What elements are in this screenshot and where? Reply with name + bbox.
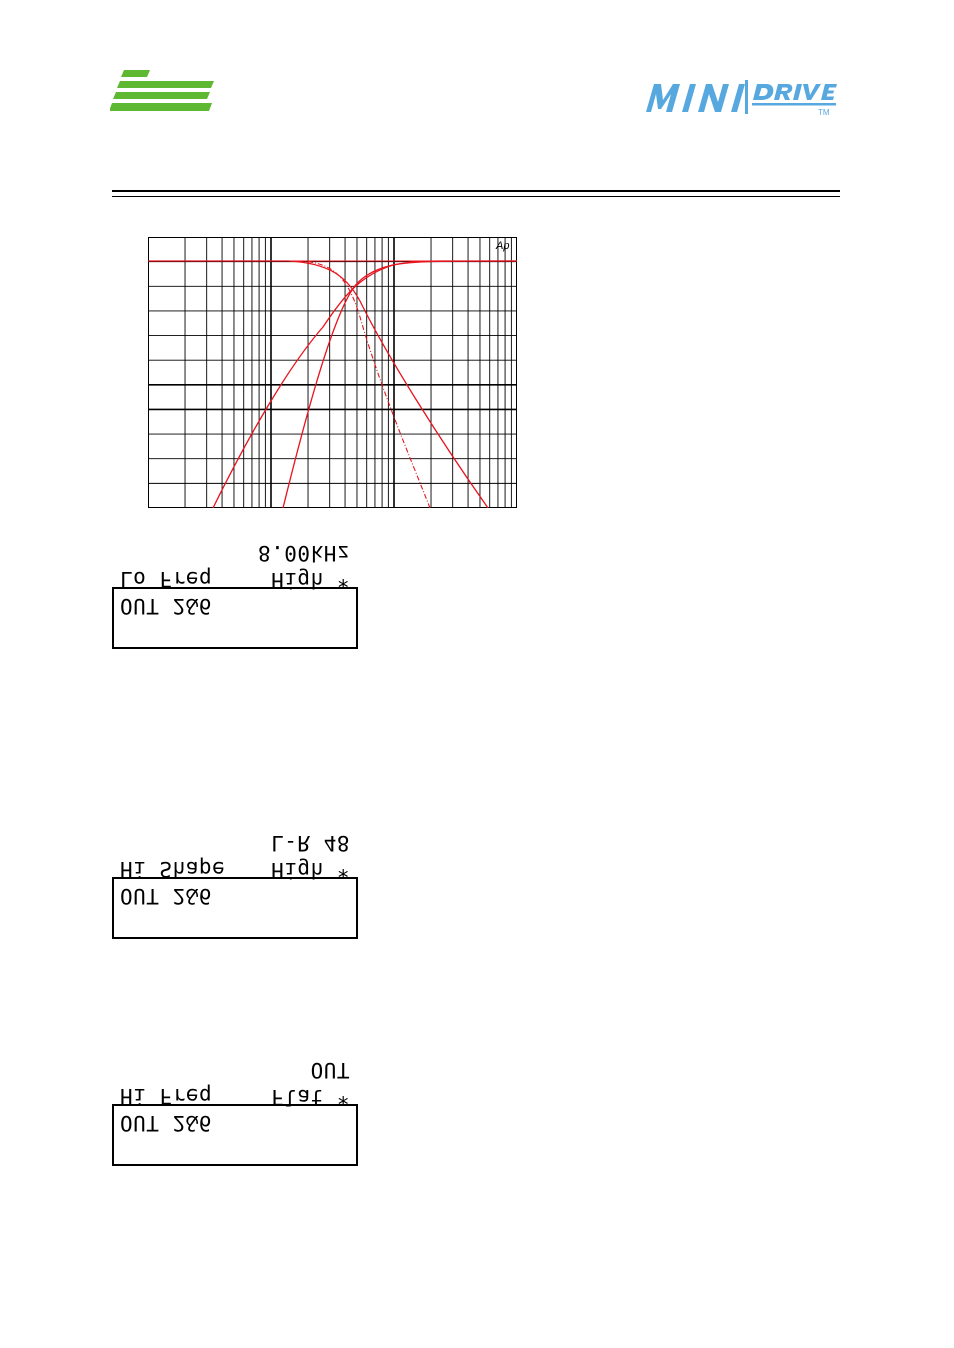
lcd-value: OUT <box>310 1058 350 1082</box>
header-rule-thin <box>112 196 840 197</box>
lcd-band: High * <box>271 568 350 592</box>
lcd-output: OUT 2&6 <box>120 594 213 618</box>
ap-label: Ap <box>496 240 510 252</box>
lcd-parameter: Lo Freq <box>120 567 213 591</box>
lcd-band: High * <box>271 858 350 882</box>
lcd-parameter: Hi Shape <box>120 857 226 881</box>
lcd-display-hi-shape <box>112 831 358 939</box>
minidrive-logo <box>640 76 846 118</box>
lcd-output: OUT 2&6 <box>120 884 213 908</box>
lcd-display-lo-freq <box>112 541 358 649</box>
tm-mark: TM <box>818 108 830 117</box>
lcd-band: Flat * <box>271 1085 350 1109</box>
header-rule-thick <box>112 190 840 192</box>
lcd-value: L-R 48 <box>271 831 350 855</box>
lcd-parameter: Hi Freq <box>120 1084 213 1108</box>
bss-logo <box>110 66 218 116</box>
lcd-output: OUT 2&6 <box>120 1111 213 1135</box>
graph-frame <box>149 238 517 508</box>
lcd-value: 8.00kHz <box>257 541 350 565</box>
frequency-response-graph <box>148 237 517 508</box>
lcd-display-hi-freq <box>112 1058 358 1166</box>
